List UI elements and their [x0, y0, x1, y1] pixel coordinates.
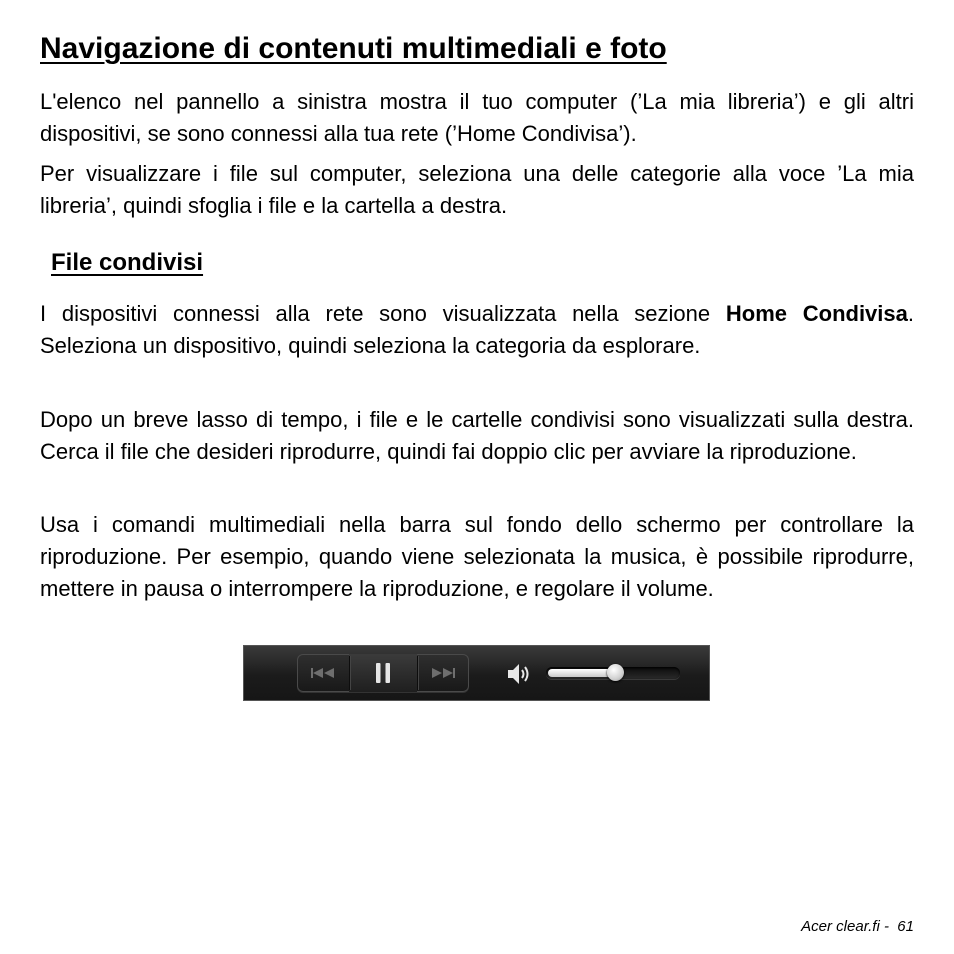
media-control-bar	[243, 645, 710, 701]
previous-button[interactable]	[297, 654, 349, 692]
browse-paragraph: Per visualizzare i file sul computer, seleziona una delle categorie alla voce ’La mia libreria’, quindi sfoglia i file e la cartella a destra.	[40, 161, 914, 218]
section-title: File condivisi	[51, 249, 204, 276]
playback-buttons	[297, 654, 469, 692]
intro-paragraph: L'elenco nel pannello a sinistra mostra il tuo computer (’La mia libreria’) e gli altri dispositivi, se sono connessi alla tua rete (’Home Condivisa’).	[40, 89, 914, 146]
home-condivisa-term: Home Condivisa	[725, 301, 908, 326]
button-separator	[417, 656, 418, 690]
page-footer: Acer clear.fi - 61	[801, 918, 914, 935]
button-separator	[349, 656, 350, 690]
pause-button[interactable]	[349, 654, 417, 692]
shared-text-after: . Seleziona un dispositivo, quindi seleziona la categoria da esplorare.	[40, 301, 914, 358]
page-title: Navigazione di contenuti multimediali e foto	[40, 32, 667, 65]
shared-text-before: I dispositivi connessi alla rete sono visualizzata nella sezione	[40, 301, 726, 326]
skip-next-icon	[430, 667, 456, 679]
next-button[interactable]	[417, 654, 469, 692]
shared-devices-paragraph	[40, 298, 914, 362]
pause-icon	[374, 662, 392, 684]
shared-files-paragraph: Dopo un breve lasso di tempo, i file e le cartelle condivisi sono visualizzati sulla destra. Cerca il file che desideri riprodurre, quindi fai doppio clic per avviare la riproduzione.	[40, 407, 914, 464]
media-commands-paragraph: Usa i comandi multimediali nella barra sul fondo dello schermo per controllare la riproduzione. Per esempio, quando viene selezionata la musica, è possibile riprodurre, mettere in pausa o interrompere la riproduzione, e regolare il volume.	[40, 512, 914, 601]
volume-slider-thumb[interactable]	[607, 664, 624, 681]
skip-previous-icon	[310, 667, 336, 679]
volume-icon[interactable]	[507, 662, 533, 686]
volume-slider-fill	[548, 669, 616, 677]
